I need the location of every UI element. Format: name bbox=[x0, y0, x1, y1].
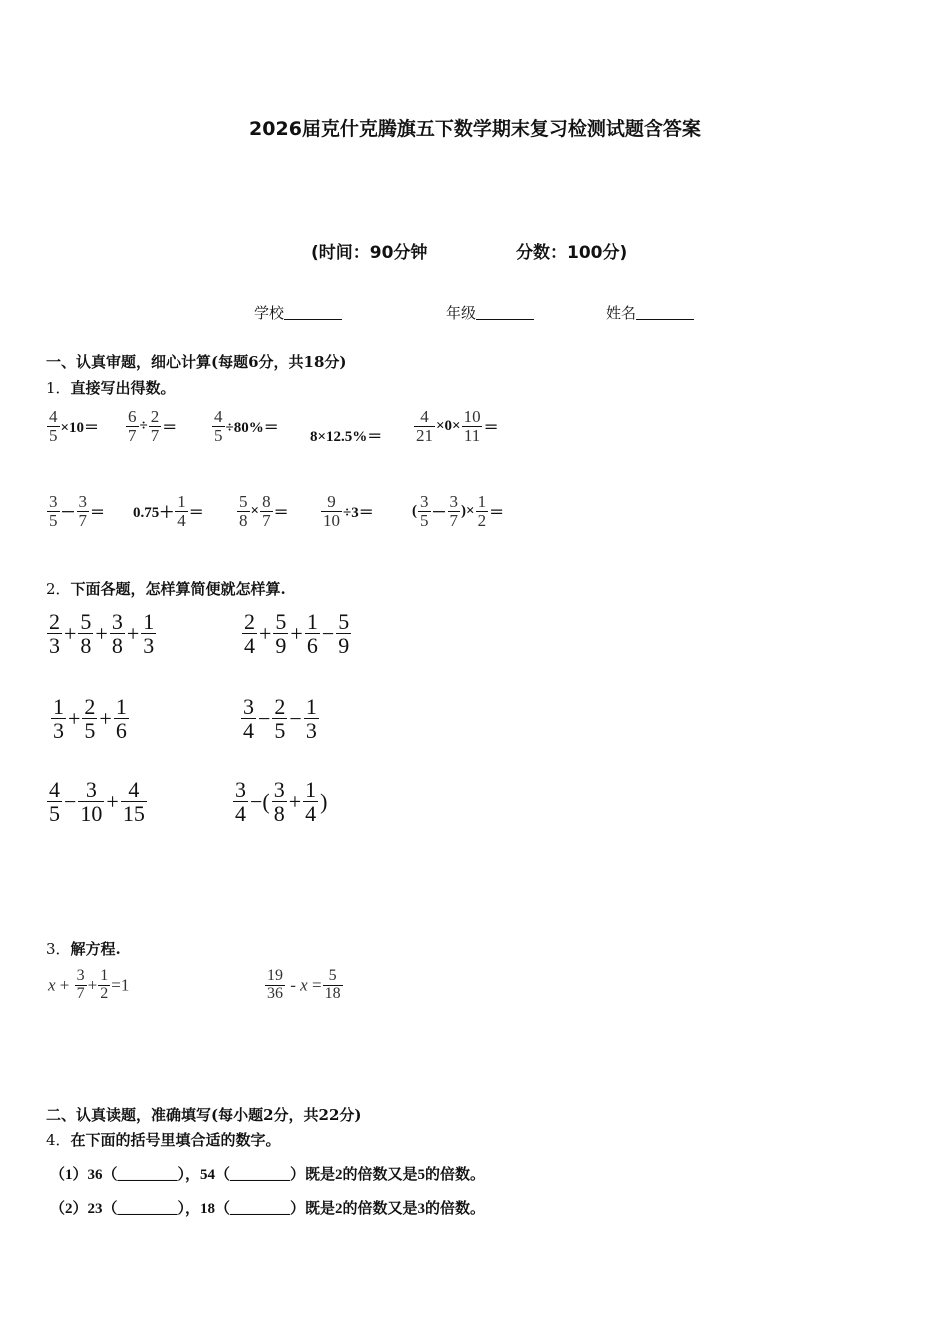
operator: + bbox=[64, 620, 77, 646]
fraction: $\frac{4}{21}$ bbox=[416, 407, 433, 445]
q4-title: 4．在下面的括号里填合适的数字。 bbox=[46, 1131, 281, 1149]
operator: −( bbox=[250, 788, 270, 814]
q1-row-b: $\frac{9}{10}$ ÷3＝ bbox=[323, 492, 374, 530]
fraction: $\frac{1}{6}$ bbox=[115, 694, 127, 744]
school-blank[interactable] bbox=[284, 305, 342, 320]
q2-expr-4 bbox=[240, 695, 320, 742]
q1-row-a: $\frac{4}{5}$ ×10＝ bbox=[49, 407, 100, 445]
fraction: $\frac{3}{7}$ bbox=[76, 967, 85, 1002]
operator: + bbox=[288, 788, 302, 814]
fraction: $\frac{3}{4}$ bbox=[235, 777, 246, 827]
operator: + bbox=[55, 975, 74, 995]
fraction: $\frac{5}{9}$ bbox=[275, 609, 287, 659]
q1-row-a: 8×12.5%＝ bbox=[310, 429, 383, 445]
operator: ) bbox=[320, 788, 328, 814]
operator: + bbox=[290, 620, 303, 646]
q1-row-b: 0.75＋ $\frac{1}{4}$ ＝ bbox=[133, 492, 204, 530]
operator: + bbox=[95, 620, 108, 646]
fraction: $\frac{5}{8}$ bbox=[239, 492, 248, 530]
operator: + bbox=[68, 705, 81, 731]
fraction: $\frac{10}{11}$ bbox=[463, 407, 481, 445]
fraction: $\frac{2}{4}$ bbox=[244, 609, 255, 659]
fraction: $\frac{1}{6}$ bbox=[306, 609, 318, 659]
name-blank[interactable] bbox=[636, 305, 694, 320]
fraction: $\frac{1}{2}$ bbox=[477, 492, 487, 530]
q1-row-b: $\frac{5}{8}$ × $\frac{8}{7}$ ＝ bbox=[239, 492, 289, 530]
q4-line-1: （1）36（________），54（________）既是2的倍数又是5的倍数。 bbox=[50, 1167, 486, 1183]
fraction: $\frac{1}{2}$ bbox=[100, 967, 109, 1002]
q4-line-2: （2）23（________），18（________）既是2的倍数又是3的倍数。 bbox=[50, 1201, 486, 1217]
fraction: $\frac{3}{10}$ bbox=[80, 777, 103, 827]
operator: - bbox=[286, 975, 301, 995]
operator: − bbox=[321, 620, 335, 646]
operator: + bbox=[99, 705, 112, 731]
fraction: $\frac{3}{5}$ bbox=[420, 492, 429, 530]
name-field bbox=[606, 302, 694, 323]
fraction: $\frac{1}{3}$ bbox=[53, 694, 64, 744]
fraction: $\frac{3}{4}$ bbox=[243, 694, 254, 744]
fraction: $\frac{2}{5}$ bbox=[84, 694, 96, 744]
section1-heading: 一、认真审题，细心计算(每题6分，共18分) bbox=[46, 353, 347, 371]
name-label: 姓名 bbox=[606, 304, 637, 322]
q1-row-b: ( $\frac{3}{5}$ － $\frac{3}{7}$ )× $\frac{1}{2}$ ＝ bbox=[412, 492, 505, 530]
fraction: $\frac{5}{9}$ bbox=[338, 609, 350, 659]
operator: = bbox=[307, 975, 322, 995]
q2-expr-6 bbox=[232, 778, 328, 825]
fraction: $\frac{6}{7}$ bbox=[128, 407, 137, 445]
operator: − bbox=[258, 705, 271, 731]
fraction: $\frac{3}{7}$ bbox=[449, 492, 459, 530]
fraction: $\frac{1}{4}$ bbox=[305, 777, 317, 827]
fraction: $\frac{1}{3}$ bbox=[305, 694, 317, 744]
q1-title: 1．直接写出得数。 bbox=[46, 379, 176, 397]
fraction: $\frac{3}{8}$ bbox=[273, 777, 285, 827]
operator: − bbox=[64, 788, 77, 814]
q2-expr-2 bbox=[241, 610, 352, 657]
q1-row-b: $\frac{3}{5}$ － $\frac{3}{7}$ ＝ bbox=[49, 492, 106, 530]
operator: + bbox=[106, 788, 119, 814]
q1-row-a: $\frac{4}{21}$ ×0× $\frac{10}{11}$ ＝ bbox=[416, 407, 499, 445]
fraction: $\frac{1}{4}$ bbox=[177, 492, 186, 530]
q2-expr-5 bbox=[46, 778, 148, 825]
fraction: $\frac{3}{5}$ bbox=[49, 492, 58, 530]
q3-equation-2: $\frac{19}{36}$ - x = $\frac{5}{18}$ bbox=[267, 967, 341, 1002]
fraction: $\frac{9}{10}$ bbox=[323, 492, 340, 530]
page-title: 2026届克什克腾旗五下数学期末复习检测试题含答案 bbox=[249, 118, 701, 140]
operator: + bbox=[87, 975, 98, 995]
fraction: $\frac{3}{8}$ bbox=[111, 609, 123, 659]
q3-equation-1: x + $\frac{3}{7}$ + $\frac{1}{2}$ =1 bbox=[48, 967, 130, 1002]
operator: =1 bbox=[111, 975, 130, 995]
fraction: $\frac{8}{7}$ bbox=[262, 492, 271, 530]
fraction: $\frac{3}{7}$ bbox=[78, 492, 88, 530]
fraction: $\frac{4}{5}$ bbox=[49, 777, 60, 827]
fraction: $\frac{2}{7}$ bbox=[150, 407, 160, 445]
fraction: $\frac{4}{5}$ bbox=[49, 407, 58, 445]
q1-row-a: $\frac{6}{7}$ ÷ $\frac{2}{7}$ ＝ bbox=[128, 407, 178, 445]
school-field bbox=[254, 302, 342, 323]
exam-score: 分数：100分) bbox=[516, 243, 628, 263]
fraction: $\frac{5}{8}$ bbox=[80, 609, 92, 659]
fraction: $\frac{2}{3}$ bbox=[49, 609, 60, 659]
fraction: $\frac{19}{36}$ bbox=[267, 967, 283, 1002]
q3-title: 3．解方程. bbox=[46, 940, 121, 958]
section2-heading: 二、认真读题，准确填写(每小题2分，共22分) bbox=[46, 1106, 362, 1124]
fraction: $\frac{5}{18}$ bbox=[324, 967, 341, 1002]
exam-time: (时间：90分钟 bbox=[311, 243, 428, 263]
q2-title: 2．下面各题，怎样算简便就怎样算. bbox=[46, 580, 286, 598]
grade-field bbox=[446, 302, 534, 323]
fraction: $\frac{2}{5}$ bbox=[274, 694, 286, 744]
school-label: 学校 bbox=[254, 304, 285, 322]
grade-label: 年级 bbox=[446, 304, 477, 322]
operator: + bbox=[259, 620, 272, 646]
grade-blank[interactable] bbox=[476, 305, 534, 320]
q1-row-a: $\frac{4}{5}$ ÷80%＝ bbox=[214, 407, 279, 445]
operator: + bbox=[126, 620, 140, 646]
q2-expr-1 bbox=[46, 610, 157, 657]
fraction: $\frac{1}{3}$ bbox=[143, 609, 155, 659]
q2-expr-3 bbox=[50, 695, 130, 742]
fraction: $\frac{4}{15}$ bbox=[122, 777, 145, 827]
operator: − bbox=[289, 705, 302, 731]
fraction: $\frac{4}{5}$ bbox=[214, 407, 223, 445]
